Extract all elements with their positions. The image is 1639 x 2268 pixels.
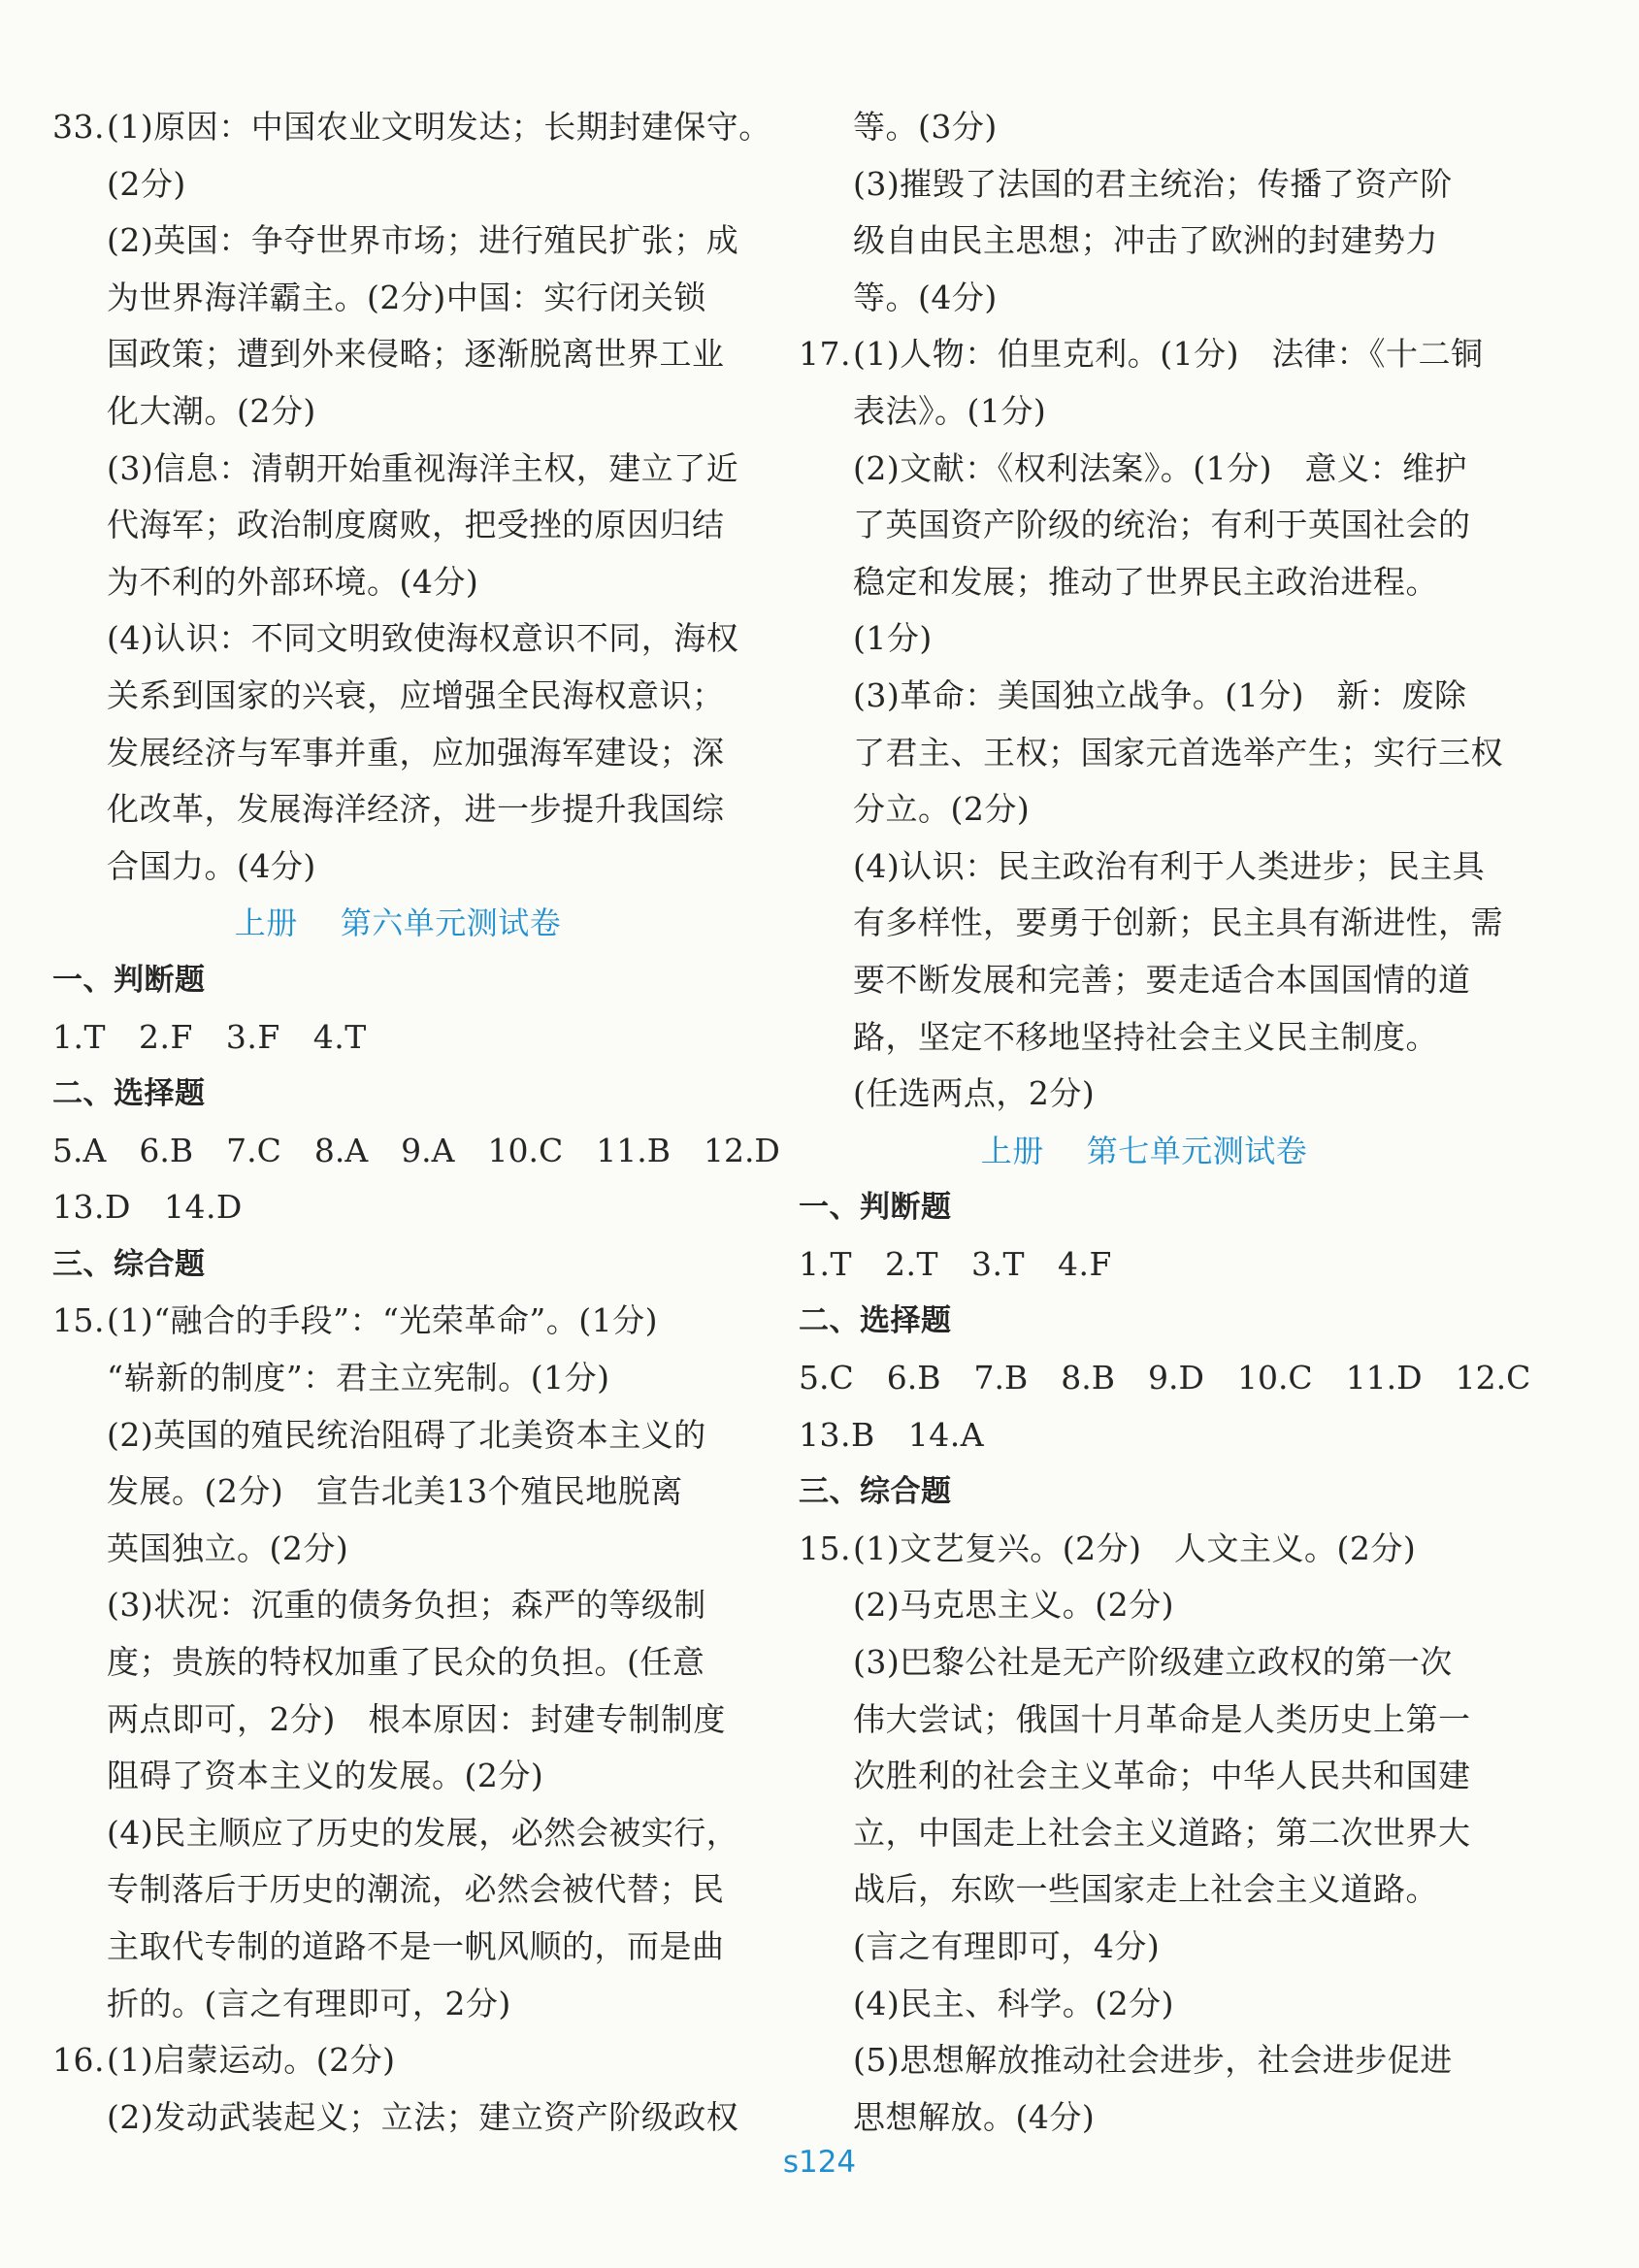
q15-line: 15.(1)“融合的手段”：“光荣革命”。(1分) <box>52 1293 743 1350</box>
q33-line: (2分) <box>107 164 186 203</box>
judge-answers: 1.T 2.F 3.F 4.T <box>52 1017 367 1056</box>
question-number: 33. <box>52 108 105 146</box>
q17-line: 了英国资产阶级的统治；有利于英国社会的 <box>853 506 1471 544</box>
q15-line: 折的。(言之有理即可，2分) <box>107 1984 511 2022</box>
q17-line: (1分) <box>853 619 933 658</box>
q16-line: (2)发动武装起义；立法；建立资产阶级政权 <box>107 2097 739 2136</box>
section-heading-judge: 一、判断题 <box>799 1190 952 1226</box>
q17-line: (任选两点，2分) <box>853 1074 1096 1113</box>
q33-line: (2)英国：争夺世界市场；进行殖民扩张；成 <box>107 221 739 260</box>
q17-line: 表法》。(1分) <box>853 391 1047 430</box>
q15-line: 战后，东欧一些国家走上社会主义道路。 <box>853 1870 1438 1909</box>
q33-line: 化大潮。(2分) <box>107 391 316 430</box>
q33-line: 为不利的外部环境。(4分) <box>107 562 479 601</box>
q17-line: (4)认识：民主政治有利于人类进步；民主具 <box>853 846 1486 885</box>
q15-line: 伟大尝试；俄国十月革命是人类历史上第一 <box>853 1699 1471 1738</box>
question-number: 16. <box>52 2041 105 2080</box>
q16-line: (3)摧毁了法国的君主统治；传播了资产阶 <box>853 164 1453 203</box>
question-number: 15. <box>52 1301 105 1340</box>
q33-line: 发展经济与军事并重，应加强海军建设；深 <box>107 733 725 772</box>
section-heading-comprehensive: 三、综合题 <box>799 1474 952 1510</box>
q17-line: 17.(1)人物：伯里克利。(1分) 法律：《十二铜 <box>799 326 1490 383</box>
q15-line: 英国独立。(2分) <box>107 1528 349 1567</box>
q33-line: 为世界海洋霸主。(2分)中国：实行闭关锁 <box>107 278 706 316</box>
q15-line: 两点即可，2分) 根本原因：封建专制制度 <box>107 1699 726 1738</box>
q15-line: 阻碍了资本主义的发展。(2分) <box>107 1757 544 1795</box>
section-heading-choice: 二、选择题 <box>52 1076 206 1112</box>
q16-line: 16.(1)启蒙运动。(2分) <box>52 2032 743 2089</box>
choice-answers: 5.C 6.B 7.B 8.B 9.D 10.C 11.D 12.C <box>799 1359 1531 1397</box>
q17-line: 路，坚定不移地坚持社会主义民主制度。 <box>853 1017 1438 1056</box>
section-heading-comprehensive: 三、综合题 <box>52 1246 206 1282</box>
q17-line: 稳定和发展；推动了世界民主政治进程。 <box>853 562 1438 601</box>
unit-name: 第六单元测试卷 <box>340 904 562 942</box>
choice-answers: 13.D 14.D <box>52 1188 243 1227</box>
volume-label: 上册 <box>980 1132 1044 1169</box>
section-heading-choice: 二、选择题 <box>799 1303 952 1339</box>
unit7-title <box>799 1123 1490 1180</box>
unit6-title <box>52 895 743 952</box>
q15-line: (4)民主、科学。(2分) <box>853 1984 1174 2022</box>
q33-line: (3)信息：清朝开始重视海洋主权，建立了近 <box>107 448 739 487</box>
q33-line: 国政策；遭到外来侵略；逐渐脱离世界工业 <box>107 335 725 374</box>
q16-line: 级自由民主思想；冲击了欧洲的封建势力 <box>853 221 1438 260</box>
q15-line: “崭新的制度”：君主立宪制。(1分) <box>107 1359 610 1397</box>
q33-line: (4)认识：不同文明致使海权意识不同，海权 <box>107 619 739 658</box>
q15-line: (2)马克思主义。(2分) <box>853 1586 1174 1625</box>
page-number: s124 <box>782 2145 857 2180</box>
q17-line: 了君主、王权；国家元首选举产生；实行三权 <box>853 733 1503 772</box>
q15-line: 度；贵族的特权加重了民众的负担。(任意 <box>107 1643 705 1682</box>
q15-line: (言之有理即可，4分) <box>853 1927 1161 1965</box>
q15-line: 发展。(2分) 宣告北美13个殖民地脱离 <box>107 1472 683 1511</box>
q33-line: 合国力。(4分) <box>107 846 316 885</box>
q15-line: (4)民主顺应了历史的发展，必然会被实行， <box>107 1813 739 1852</box>
q17-line: 有多样性，要勇于创新；民主具有渐进性，需 <box>853 904 1503 942</box>
q33-line: 代海军；政治制度腐败，把受挫的原因归结 <box>107 506 725 544</box>
q15-line: 专制落后于历史的潮流，必然会被代替；民 <box>107 1870 725 1909</box>
unit-name: 第七单元测试卷 <box>1086 1132 1308 1169</box>
q16-line: 等。(3分) <box>853 108 998 146</box>
right-column <box>799 99 1531 2146</box>
q17-line: 分立。(2分) <box>853 790 1031 829</box>
q15-line: 思想解放。(4分) <box>853 2097 1096 2136</box>
section-heading-judge: 一、判断题 <box>52 962 206 998</box>
judge-answers: 1.T 2.T 3.T 4.F <box>799 1244 1112 1283</box>
volume-label: 上册 <box>234 904 298 942</box>
q33-line: 关系到国家的兴衰，应增强全民海权意识； <box>107 675 725 714</box>
question-number: 17. <box>799 335 851 374</box>
q33-line: 33.(1)原因：中国农业文明发达；长期封建保守。 <box>52 99 743 156</box>
q15-line: 立，中国走上社会主义道路；第二次世界大 <box>853 1813 1471 1852</box>
q15-line: 15.(1)文艺复兴。(2分) 人文主义。(2分) <box>799 1521 1490 1578</box>
q15-line: (5)思想解放推动社会进步，社会进步促进 <box>853 2041 1453 2080</box>
q33-line: 化改革，发展海洋经济，进一步提升我国综 <box>107 790 725 829</box>
q15-line: (3)状况：沉重的债务负担；森严的等级制 <box>107 1586 706 1625</box>
q15-line: (3)巴黎公社是无产阶级建立政权的第一次 <box>853 1643 1453 1682</box>
choice-answers: 13.B 14.A <box>799 1415 985 1454</box>
q16-line: 等。(4分) <box>853 278 998 316</box>
q15-line: 次胜利的社会主义革命；中华人民共和国建 <box>853 1757 1471 1795</box>
q17-line: (2)文献：《权利法案》。(1分) 意义：维护 <box>853 448 1467 487</box>
q17-line: (3)革命：美国独立战争。(1分) 新：废除 <box>853 675 1467 714</box>
q15-line: (2)英国的殖民统治阻碍了北美资本主义的 <box>107 1415 706 1454</box>
left-column <box>52 99 780 2146</box>
q17-line: 要不断发展和完善；要走适合本国国情的道 <box>853 960 1471 999</box>
choice-answers: 5.A 6.B 7.C 8.A 9.A 10.C 11.B 12.D <box>52 1131 780 1169</box>
question-number: 15. <box>799 1528 851 1567</box>
q15-line: 主取代专制的道路不是一帆风顺的，而是曲 <box>107 1927 725 1965</box>
